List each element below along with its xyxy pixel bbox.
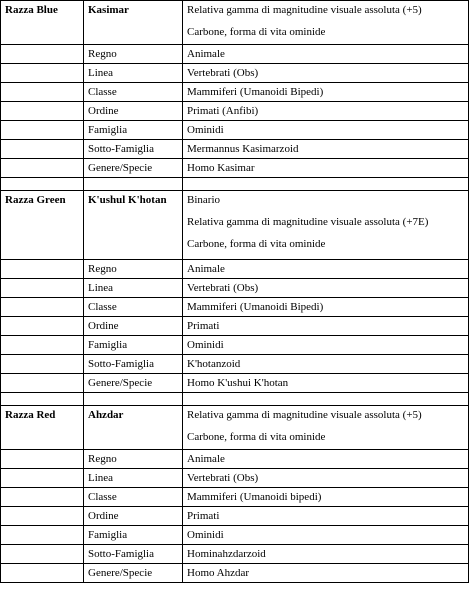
- row-label: Famiglia: [84, 121, 183, 140]
- empty-cell: [1, 507, 84, 526]
- spacer-row: [1, 178, 469, 191]
- table-row: [1, 159, 469, 178]
- empty-cell: [1, 64, 84, 83]
- row-label: Sotto-Famiglia: [84, 140, 183, 159]
- row-label: Ordine: [84, 317, 183, 336]
- table-row: [1, 545, 469, 564]
- empty-cell: [1, 450, 84, 469]
- row-label: Classe: [84, 83, 183, 102]
- empty-cell: [1, 488, 84, 507]
- race-name: Razza Green: [1, 191, 84, 260]
- species-name: Ahzdar: [84, 406, 183, 450]
- row-label: Sotto-Famiglia: [84, 355, 183, 374]
- empty-cell: [1, 121, 84, 140]
- row-label: Regno: [84, 450, 183, 469]
- spacer-row: [1, 393, 469, 406]
- table-row: [1, 260, 469, 279]
- race-name: Razza Blue: [1, 1, 84, 45]
- row-value: Primati: [183, 317, 469, 336]
- row-label: Classe: [84, 298, 183, 317]
- row-value: Ominidi: [183, 526, 469, 545]
- row-value: Homo Ahzdar: [183, 564, 469, 583]
- row-label: Linea: [84, 64, 183, 83]
- table-row: [1, 450, 469, 469]
- row-value: Primati (Anfibi): [183, 102, 469, 121]
- table-row: [1, 374, 469, 393]
- empty-cell: [1, 102, 84, 121]
- empty-cell: [1, 355, 84, 374]
- description-line: Relativa gamma di magnitudine visuale assoluta (+7E): [187, 216, 429, 228]
- race-name: Razza Red: [1, 406, 84, 450]
- row-value: Primati: [183, 507, 469, 526]
- group-header-row: [1, 191, 469, 260]
- group-header-row: [1, 1, 469, 45]
- table-row: [1, 121, 469, 140]
- row-label: Classe: [84, 488, 183, 507]
- table-row: [1, 298, 469, 317]
- empty-cell: [1, 526, 84, 545]
- row-value: Animale: [183, 260, 469, 279]
- description-line: Carbone, forma di vita ominide: [187, 431, 326, 443]
- table-row: [1, 336, 469, 355]
- row-label: Genere/Specie: [84, 159, 183, 178]
- group-header-row: [1, 406, 469, 450]
- row-value: Mammiferi (Umanoidi bipedi): [183, 488, 469, 507]
- table-row: [1, 279, 469, 298]
- table-row: [1, 469, 469, 488]
- row-value: Animale: [183, 45, 469, 64]
- row-value: Homo K'ushui K'hotan: [183, 374, 469, 393]
- table-row: [1, 355, 469, 374]
- row-label: Famiglia: [84, 526, 183, 545]
- row-value: Ominidi: [183, 121, 469, 140]
- table-row: [1, 317, 469, 336]
- table-row: [1, 507, 469, 526]
- empty-cell: [1, 564, 84, 583]
- table-row: [1, 64, 469, 83]
- table-row: [1, 83, 469, 102]
- row-value: Mammiferi (Umanoidi Bipedi): [183, 83, 469, 102]
- description-line: Relativa gamma di magnitudine visuale assoluta (+5): [187, 409, 422, 421]
- row-label: Ordine: [84, 507, 183, 526]
- table-row: [1, 140, 469, 159]
- row-label: Genere/Specie: [84, 374, 183, 393]
- empty-cell: [1, 545, 84, 564]
- row-value: Hominahzdarzoid: [183, 545, 469, 564]
- empty-cell: [1, 298, 84, 317]
- empty-cell: [1, 159, 84, 178]
- empty-cell: [1, 374, 84, 393]
- row-label: Genere/Specie: [84, 564, 183, 583]
- row-label: Linea: [84, 469, 183, 488]
- row-label: Ordine: [84, 102, 183, 121]
- row-label: Famiglia: [84, 336, 183, 355]
- species-description: [183, 406, 469, 450]
- row-label: Regno: [84, 260, 183, 279]
- table-row: [1, 488, 469, 507]
- row-label: Linea: [84, 279, 183, 298]
- empty-cell: [1, 336, 84, 355]
- row-value: Ominidi: [183, 336, 469, 355]
- empty-cell: [1, 140, 84, 159]
- row-value: K'hotanzoid: [183, 355, 469, 374]
- row-value: Homo Kasimar: [183, 159, 469, 178]
- empty-cell: [1, 83, 84, 102]
- empty-cell: [1, 317, 84, 336]
- empty-cell: [1, 45, 84, 64]
- description-line: Relativa gamma di magnitudine visuale assoluta (+5): [187, 4, 422, 16]
- species-description: [183, 191, 469, 260]
- species-name: Kasimar: [84, 1, 183, 45]
- row-label: Sotto-Famiglia: [84, 545, 183, 564]
- species-description: [183, 1, 469, 45]
- table-row: [1, 102, 469, 121]
- empty-cell: [1, 469, 84, 488]
- species-name: K'ushul K'hotan: [84, 191, 183, 260]
- table-row: [1, 526, 469, 545]
- empty-cell: [1, 279, 84, 298]
- description-line: Binario: [187, 194, 220, 206]
- row-label: Regno: [84, 45, 183, 64]
- row-value: Vertebrati (Obs): [183, 64, 469, 83]
- table-row: [1, 564, 469, 583]
- row-value: Mermannus Kasimarzoid: [183, 140, 469, 159]
- description-line: Carbone, forma di vita ominide: [187, 238, 326, 250]
- row-value: Mammiferi (Umanoidi Bipedi): [183, 298, 469, 317]
- table-row: [1, 45, 469, 64]
- row-value: Vertebrati (Obs): [183, 469, 469, 488]
- empty-cell: [1, 260, 84, 279]
- row-value: Animale: [183, 450, 469, 469]
- row-value: Vertebrati (Obs): [183, 279, 469, 298]
- description-line: Carbone, forma di vita ominide: [187, 26, 326, 38]
